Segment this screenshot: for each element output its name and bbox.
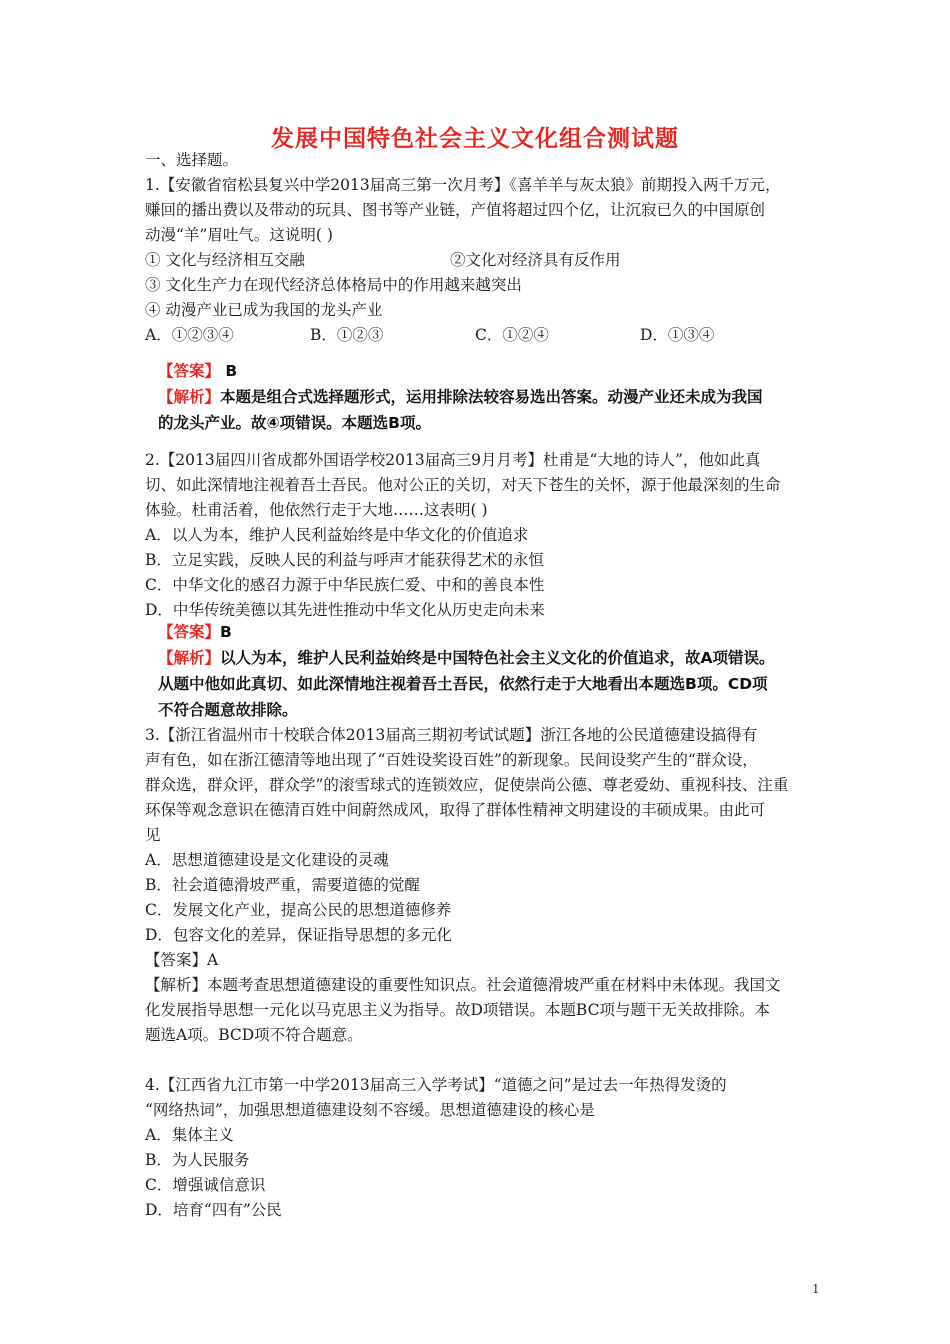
q4-stem-line: “网络热词”，加强思想道德建设刻不容缓。思想道德建设的核心是 xyxy=(145,1101,595,1119)
q4-option-a: A．集体主义 xyxy=(145,1126,234,1144)
q2-answer xyxy=(158,621,232,643)
page-title: 发展中国特色社会主义文化组合测试题 xyxy=(271,126,679,152)
q1-option-b: B．①②③ xyxy=(310,326,384,344)
q3-analysis-line: 【解析】本题考查思想道德建设的重要性知识点。社会道德滑坡严重在材料中未体现。我国文 xyxy=(145,976,781,994)
q3-stem-line: 环保等观念意识在德清百姓中间蔚然成风，取得了群体性精神文明建设的丰硕成果。由此可 xyxy=(145,801,766,819)
q2-analysis-line: 从题中他如此真切、如此深情地注视着吾土吾民，依然行走于大地看出本题选B项。CD项 xyxy=(158,675,768,693)
analysis-text: 本题是组合式选择题形式，运用排除法较容易选出答案。动漫产业还未成为我国 xyxy=(220,388,763,406)
q2-option-a: A．以人为本，维护人民利益始终是中华文化的价值追求 xyxy=(145,526,529,544)
q3-stem-line: 声有色，如在浙江德清等地出现了“百姓设奖设百姓”的新现象。民间设奖产生的“群众设， xyxy=(145,751,758,769)
answer-value: B xyxy=(225,362,238,380)
section-heading: 一、选择题。 xyxy=(145,151,239,169)
q1-item-1: ① 文化与经济相互交融 xyxy=(145,251,305,269)
answer-tag: 【答案】 xyxy=(158,623,221,641)
q2-analysis-line: 不符合题意故排除。 xyxy=(158,701,298,719)
q1-option-d: D．①③④ xyxy=(640,326,715,344)
q2-stem-line: 2.【2013届四川省成都外国语学校2013届高三9月月考】杜甫是“大地的诗人”，他如此真 xyxy=(145,451,761,469)
q4-option-d: D．培育“四有”公民 xyxy=(145,1201,282,1219)
q3-analysis-line: 题选A项。BCD项不符合题意。 xyxy=(145,1026,363,1044)
q1-options xyxy=(145,325,714,345)
q1-stem-line: 动漫“羊”眉吐气。这说明( ) xyxy=(145,226,333,244)
answer-value: B xyxy=(220,623,232,641)
q1-item-3: ③ 文化生产力在现代经济总体格局中的作用越来越突出 xyxy=(145,276,522,294)
q3-option-b: B．社会道德滑坡严重，需要道德的觉醒 xyxy=(145,876,420,894)
q1-item-4: ④ 动漫产业已成为我国的龙头产业 xyxy=(145,301,383,319)
q1-item-2: ②文化对经济具有反作用 xyxy=(450,251,621,269)
page-number: 1 xyxy=(812,1282,820,1296)
q1-item xyxy=(145,250,621,270)
q2-option-c: C．中华文化的感召力源于中华民族仁爱、中和的善良本性 xyxy=(145,576,545,594)
q1-analysis-line: 的龙头产业。故④项错误。本题选B项。 xyxy=(158,414,431,432)
q4-option-b: B．为人民服务 xyxy=(145,1151,250,1169)
q2-analysis xyxy=(158,647,775,669)
q1-stem-line: 1.【安徽省宿松县复兴中学2013届高三第一次月考】《喜羊羊与灰太狼》前期投入两千万元， xyxy=(145,176,781,194)
q3-stem-line: 群众选，群众评，群众学”的滚雪球式的连锁效应，促使崇尚公德、尊老爱幼、重视科技、注重 xyxy=(145,776,789,794)
q3-option-a: A．思想道德建设是文化建设的灵魂 xyxy=(145,851,389,869)
q3-analysis-line: 化发展指导思想一元化以马克思主义为指导。故D项错误。本题BC项与题干无关故排除。本 xyxy=(145,1001,770,1019)
q3-answer: 【答案】A xyxy=(145,951,219,969)
analysis-tag: 【解析】 xyxy=(158,388,221,406)
analysis-tag: 【解析】 xyxy=(158,649,221,667)
q2-stem-line: 切、如此深情地注视着吾土吾民。他对公正的关切，对天下苍生的关怀，源于他最深刻的生命 xyxy=(145,476,781,494)
q2-option-b: B．立足实践，反映人民的利益与呼声才能获得艺术的永恒 xyxy=(145,551,544,569)
q1-analysis xyxy=(158,386,763,408)
q2-option-d: D．中华传统美德以其先进性推动中华文化从历史走向未来 xyxy=(145,601,545,619)
q4-option-c: C．增强诚信意识 xyxy=(145,1176,266,1194)
q3-option-d: D．包容文化的差异，保证指导思想的多元化 xyxy=(145,926,452,944)
q1-option-a: A．①②③④ xyxy=(145,326,234,344)
q2-stem-line: 体验。杜甫活着，他依然行走于大地……这表明( ) xyxy=(145,501,488,519)
q3-stem-line: 3.【浙江省温州市十校联合体2013届高三期初考试试题】浙江各地的公民道德建设搞得有 xyxy=(145,726,758,744)
q1-stem-line: 赚回的播出费以及带动的玩具、图书等产业链，产值将超过四个亿，让沉寂已久的中国原创 xyxy=(145,201,766,219)
q1-answer xyxy=(158,360,237,382)
analysis-text: 以人为本，维护人民利益始终是中国特色社会主义文化的价值追求，故A项错误。 xyxy=(220,649,775,667)
q1-option-c: C．①②④ xyxy=(475,326,549,344)
answer-tag: 【答案】 xyxy=(158,362,221,380)
q4-stem-line: 4.【江西省九江市第一中学2013届高三入学考试】“道德之问”是过去一年热得发烫的 xyxy=(145,1076,727,1094)
q3-option-c: C．发展文化产业，提高公民的思想道德修养 xyxy=(145,901,452,919)
q3-stem-line: 见 xyxy=(145,826,161,844)
